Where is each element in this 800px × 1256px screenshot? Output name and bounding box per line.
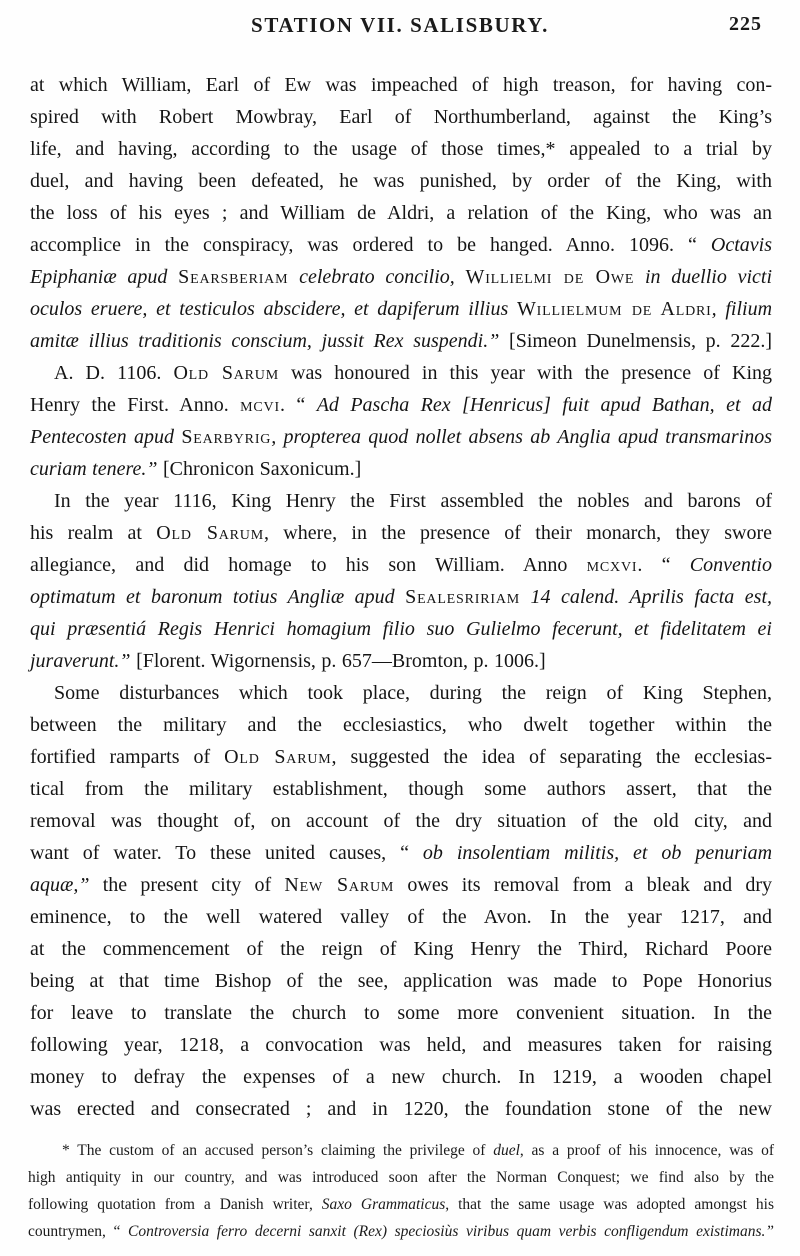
text-segment: eminence, to the well watered valley of the Avon. In the year 1217, and (30, 906, 772, 928)
italic-segment: Saxo Grammaticus (321, 1196, 446, 1213)
text-segment: allegiance, and did homage to his son William. Anno (30, 554, 587, 576)
text-segment: was honoured in this year with the presence of King (278, 362, 773, 384)
text-line (30, 293, 772, 325)
italic-segment: in duellio victi (634, 266, 773, 288)
text-segment: Some disturbances which took place, during the reign of King Stephen, (54, 682, 772, 704)
text-line (30, 165, 772, 197)
italic-segment: ob insolentiam militis, et ob penuriam (422, 842, 773, 864)
smallcaps-segment: Old Sarum (156, 522, 264, 544)
footnote (0, 1125, 800, 1245)
text-segment: at the commencement of the reign of King Henry the Third, Richard Poore (30, 938, 772, 960)
text-segment: , that the same usage was adopted amongst his (445, 1196, 774, 1213)
text-line (30, 69, 772, 101)
text-line (30, 485, 772, 517)
text-line (30, 869, 772, 901)
text-segment: Henry the First. Anno. (30, 394, 241, 416)
text-segment: his realm at (30, 522, 157, 544)
italic-segment: celebrato concilio, (288, 266, 466, 288)
text-segment: tical from the military establishment, though some authors assert, that the (30, 778, 772, 800)
text-line (30, 389, 772, 421)
text-segment: . “ (279, 394, 317, 416)
text-line (30, 197, 772, 229)
text-line (30, 965, 772, 997)
italic-segment: curiam tenere.” (30, 458, 164, 480)
smallcaps-segment: Searsberiam (178, 266, 289, 288)
smallcaps-segment: New Sarum (284, 874, 395, 896)
smallcaps-segment: mcxvi (586, 554, 638, 576)
text-segment: accomplice in the conspiracy, was ordered to be hanged. Anno. 1096. “ (30, 234, 711, 256)
text-line (30, 741, 772, 773)
text-segment: [Simeon Dunelmensis, p. 222.] (509, 330, 772, 352)
italic-segment: duel (493, 1142, 520, 1159)
text-segment: want of water. To these united causes, “ (30, 842, 423, 864)
text-line (28, 1218, 774, 1245)
text-line (30, 325, 772, 357)
text-segment: , suggested the idea of separating the ecclesias- (331, 746, 772, 768)
text-line (30, 357, 772, 389)
italic-segment: Ad Pascha Rex [Henricus] fuit apud Bathan, et ad (316, 394, 772, 416)
smallcaps-segment: Searbyrig (181, 426, 272, 448)
text-segment: duel, and having been defeated, he was punished, by order of the King, with (30, 170, 772, 192)
italic-segment: aquæ,” (30, 874, 103, 896)
text-line (30, 805, 772, 837)
italic-segment: oculos eruere, et testiculos abscidere, et dapiferum illius (30, 298, 517, 320)
italic-segment: qui præsentiá Regis Henrici homagium filio suo Gulielmo fecerunt, et fidelitatem ei (30, 618, 772, 640)
page-header (0, 0, 800, 43)
text-segment: following quotation from a Danish writer, (28, 1196, 322, 1213)
smallcaps-segment: Willielmum de Aldri (516, 298, 712, 320)
text-line (30, 581, 772, 613)
text-segment: fortified ramparts of (30, 746, 225, 768)
italic-segment: 14 calend. Aprilis facta est, (519, 586, 773, 608)
text-segment: , as a proof of his innocence, was of (519, 1142, 774, 1159)
italic-segment: amitæ illius traditionis conscium, jussit Rex suspendi.” (30, 330, 510, 352)
italic-segment: Controversia ferro decerni sanxit (Rex) speciosiùs viribus quam verbis confligendum existimans.” (127, 1223, 775, 1240)
text-line (30, 549, 772, 581)
text-segment: spired with Robert Mowbray, Earl of Northumberland, against the King’s (30, 106, 772, 128)
text-segment: between the military and the ecclesiastics, who dwelt together within the (30, 714, 772, 736)
page-number: 225 (729, 13, 762, 35)
italic-segment: optimatum et baronum totius Angliæ apud (30, 586, 406, 608)
text-segment: [Chronicon Saxonicum.] (163, 458, 362, 480)
text-segment: . “ (637, 554, 690, 576)
text-line (30, 901, 772, 933)
paragraph (30, 357, 772, 485)
running-title: STATION VII. SALISBURY. (251, 13, 549, 37)
paragraph (30, 485, 772, 677)
text-segment: life, and having, according to the usage of those times,* appealed to a trial by (30, 138, 772, 160)
italic-segment: Epiphaniæ apud (30, 266, 179, 288)
text-line (28, 1164, 774, 1191)
text-segment: [Florent. Wigornensis, p. 657—Bromton, p. 1006.] (136, 650, 546, 672)
text-segment: at which William, Earl of Ew was impeached of high treason, for having con- (30, 74, 772, 96)
text-line (30, 613, 772, 645)
text-line (28, 1137, 774, 1164)
text-segment: countrymen, “ (28, 1223, 128, 1240)
text-line (30, 229, 772, 261)
body-text (0, 43, 800, 1125)
text-segment: for leave to translate the church to some more convenient situation. In the (30, 1002, 772, 1024)
italic-segment: Conventio (689, 554, 772, 576)
italic-segment: juraverunt.” (30, 650, 137, 672)
smallcaps-segment: mcvi (240, 394, 280, 416)
italic-segment: Pentecosten apud (30, 426, 182, 448)
text-line (30, 101, 772, 133)
text-line (30, 421, 772, 453)
smallcaps-segment: Old Sarum (173, 362, 279, 384)
text-segment: removal was thought of, on account of the dry situation of the old city, and (30, 810, 772, 832)
text-segment: the loss of his eyes ; and William de Aldri, a relation of the King, who was an (30, 202, 772, 224)
text-segment: was erected and consecrated ; and in 1220, the foundation stone of the new (30, 1098, 772, 1120)
italic-segment: , propterea quod nollet absens ab Anglia apud transmarinos (271, 426, 772, 448)
text-line (30, 677, 772, 709)
text-segment: In the year 1116, King Henry the First assembled the nobles and barons of (54, 490, 772, 512)
italic-segment: Octavis (710, 234, 772, 256)
smallcaps-segment: Willielmi de Owe (465, 266, 635, 288)
paragraph (30, 677, 772, 1125)
text-line (28, 1191, 774, 1218)
smallcaps-segment: Sealesririam (405, 586, 520, 608)
text-segment: * The custom of an accused person’s claiming the privilege of (62, 1142, 494, 1159)
text-segment: money to defray the expenses of a new church. In 1219, a wooden chapel (30, 1066, 772, 1088)
text-line (30, 709, 772, 741)
text-line (30, 773, 772, 805)
text-segment: A. D. 1106. (54, 362, 174, 384)
text-line (30, 837, 772, 869)
paragraph (30, 69, 772, 357)
italic-segment: , filium (711, 298, 773, 320)
text-segment: following year, 1218, a convocation was held, and measures taken for raising (30, 1034, 772, 1056)
text-segment: the present city of (102, 874, 285, 896)
text-segment: owes its removal from a bleak and dry (394, 874, 772, 896)
text-line (30, 1093, 772, 1125)
text-segment: , where, in the presence of their monarch, they swore (263, 522, 772, 544)
text-line (30, 1061, 772, 1093)
text-line (30, 133, 772, 165)
text-line (30, 997, 772, 1029)
text-line (30, 261, 772, 293)
text-segment: being at that time Bishop of the see, application was made to Pope Honorius (30, 970, 772, 992)
text-line (30, 517, 772, 549)
text-segment: high antiquity in our country, and was introduced soon after the Norman Conquest; we find also by the (28, 1169, 774, 1186)
text-line (30, 645, 772, 677)
text-line (30, 933, 772, 965)
text-line (30, 453, 772, 485)
smallcaps-segment: Old Sarum (224, 746, 332, 768)
text-line (30, 1029, 772, 1061)
